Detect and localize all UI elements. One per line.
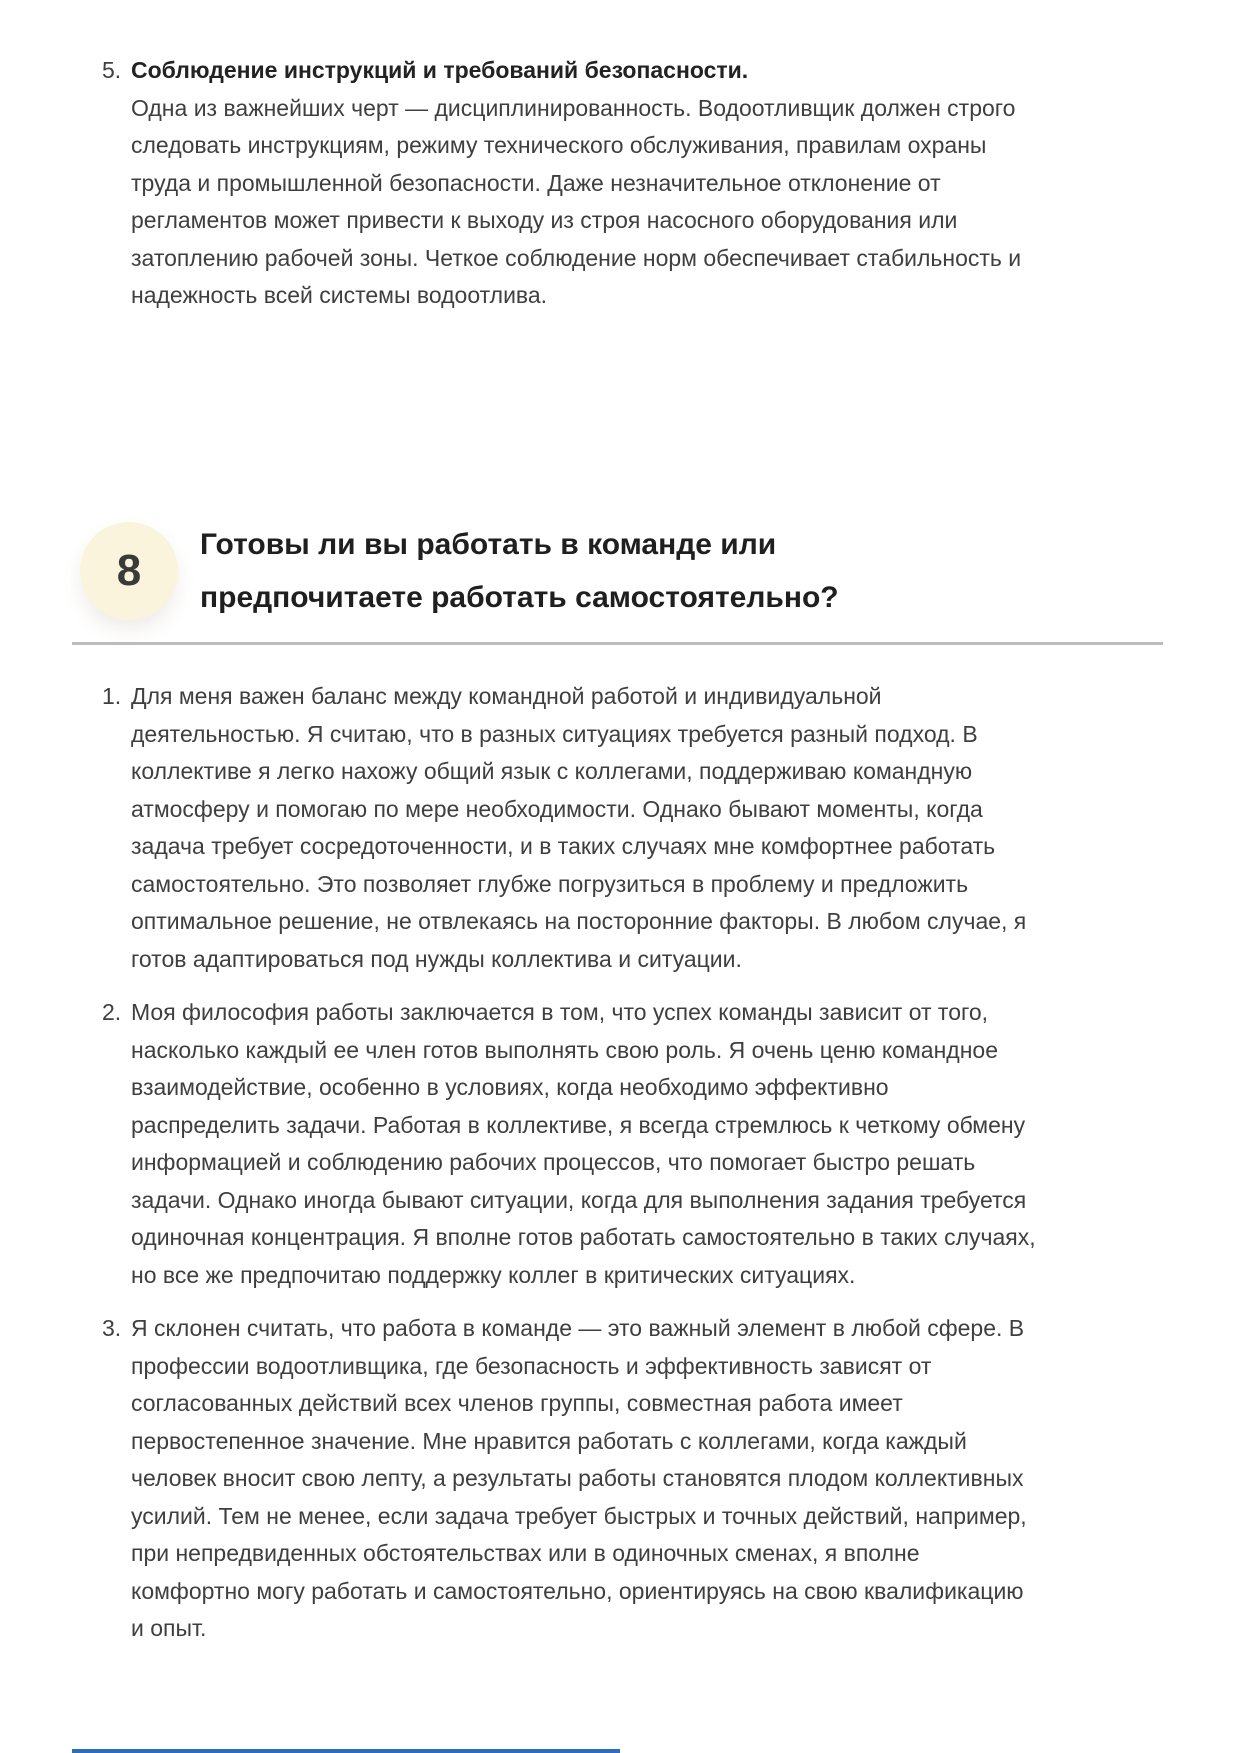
list-item-number: 2. <box>102 999 122 1025</box>
list-item-number: 1. <box>102 683 122 709</box>
list-item-number: 3. <box>102 1315 122 1341</box>
list-item <box>102 994 1036 1294</box>
answer-text: Я склонен считать, что работа в команде — это важный элемент в любой сфере. В профессии водоотливщика, где безопасность и эффективность зависят от согласованных действий всех членов группы, совместная работа имеет первостепенное значение. Мне нравится работать с коллегами, когда каждый человек вносит свою лепту, а результаты работы становятся плодом коллективных усилий. Тем не менее, если задача требует быстрых и точных действий, например, при непредвиденных обстоятельствах или в одиночных сменах, я вполне комфортно могу работать и самостоятельно, ориентируясь на свою квалификацию и опыт. <box>131 1315 1027 1641</box>
list-item-5 <box>102 52 1036 315</box>
section-number-badge <box>80 522 178 620</box>
list-item-body: Одна из важнейших черт — дисциплинированность. Водоотливщик должен строго следовать инструкциям, режиму технического обслуживания, правилам охраны труда и промышленной безопасности. Даже незначительное отклонение от регламентов может привести к выходу из строя насосного оборудования или затоплению рабочей зоны. Четкое соблюдение норм обеспечивает стабильность и надежность всей системы водоотлива. <box>131 94 1022 308</box>
answers-list <box>102 678 1036 1648</box>
section-title: Готовы ли вы работать в команде или предпочитаете работать самостоятельно? <box>200 528 839 614</box>
section-number: 8 <box>116 546 142 595</box>
list-item-heading: Соблюдение инструкций и требований безопасности. <box>131 57 749 83</box>
section-divider <box>72 642 1163 645</box>
list-item <box>102 1310 1036 1648</box>
list-item-number: 5. <box>102 57 122 83</box>
answer-text: Для меня важен баланс между командной работой и индивидуальной деятельностью. Я считаю, что в разных ситуациях требуется разный подход. В коллективе я легко нахожу общий язык с коллегами, поддерживаю командную атмосферу и помогаю по мере необходимости. Однако бывают моменты, когда задача требует сосредоточенности, и в таких случаях мне комфортнее работать самостоятельно. Это позволяет глубже погрузиться в проблему и предложить оптимальное решение, не отвлекаясь на посторонние факторы. В любом случае, я готов адаптироваться под нужды коллектива и ситуации. <box>131 683 1027 972</box>
answer-text: Моя философия работы заключается в том, что успех команды зависит от того, насколько каждый ее член готов выполнять свою роль. Я очень ценю командное взаимодействие, особенно в условиях, когда необходимо эффективно распределить задачи. Работая в коллективе, я всегда стремлюсь к четкому обмену информацией и соблюдению рабочих процессов, что помогает быстро решать задачи. Однако иногда бывают ситуации, когда для выполнения задания требуется одиночная концентрация. Я вполне готов работать самостоятельно в таких случаях, но все же предпочитаю поддержку коллег в критических ситуациях. <box>131 999 1036 1288</box>
list-item <box>102 678 1036 978</box>
section-header <box>80 522 1000 624</box>
accent-divider <box>72 1749 620 1753</box>
